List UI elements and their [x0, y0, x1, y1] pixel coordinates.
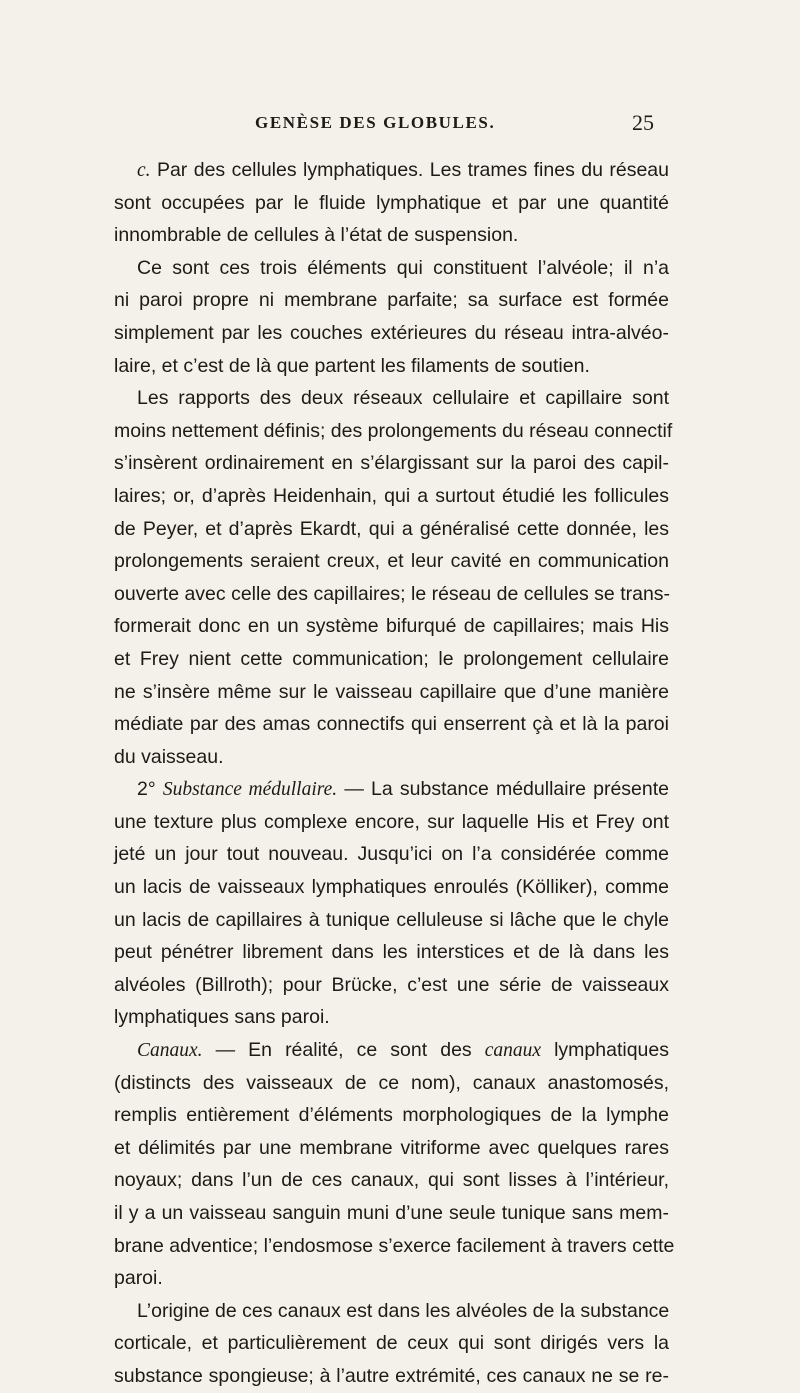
text-run: alvéoles (Billroth); pour Brücke, c’est une série de vaisseaux: [114, 973, 669, 996]
text-run: paroi.: [114, 1267, 163, 1290]
text-line: [114, 350, 669, 383]
text-line: [114, 187, 669, 220]
text-run: simplement par les couches extérieures du réseau intra-alvéo-: [114, 321, 669, 344]
text-run: s’insèrent ordinairement en s’élargissant sur la paroi des capil-: [114, 452, 669, 475]
text-line: [114, 1001, 669, 1034]
text-run: médiate par des amas connectifs qui enserrent çà et là la paroi: [114, 713, 669, 736]
text-line: [114, 317, 669, 350]
text-run: un lacis de vaisseaux lymphatiques enroulés (Kölliker), comme: [114, 876, 669, 899]
text-run: substance spongieuse; à l’autre extrémité, ces canaux ne se re-: [114, 1364, 669, 1387]
text-line: [114, 676, 669, 709]
text-line: [114, 936, 669, 969]
text-run: Substance médullaire.: [162, 779, 338, 801]
text-run: laires; or, d’après Heidenhain, qui a surtout étudié les follicules: [114, 484, 669, 507]
text-run: Ce sont ces trois éléments qui constituent l’alvéole; il n’a: [137, 256, 669, 279]
text-line: [114, 545, 669, 578]
text-line: [114, 1099, 669, 1132]
text-line: [114, 1230, 675, 1263]
text-run: c.: [137, 160, 151, 181]
text-line: [114, 610, 669, 643]
text-line: [114, 154, 669, 187]
text-line: [114, 871, 669, 904]
running-title: GENÈSE DES GLOBULES.: [255, 113, 496, 132]
text-line: [114, 741, 669, 774]
text-line: [114, 806, 669, 839]
text-line: [114, 578, 669, 611]
text-line: [114, 447, 669, 480]
text-line: [114, 513, 669, 546]
text-run: et Frey nient cette communication; le prolongement cellulaire: [114, 647, 669, 670]
text-line: [114, 1034, 669, 1067]
text-run: canaux: [484, 1040, 542, 1062]
text-line: [114, 1197, 669, 1230]
text-line: [114, 1327, 669, 1360]
text-run: L’origine de ces canaux est dans les alvéoles de la substance: [137, 1299, 670, 1322]
text-run: une texture plus complexe encore, sur laquelle His et Frey ont: [114, 810, 669, 833]
text-run: — La substance médullaire présente: [337, 778, 669, 801]
text-run: laire, et c’est de là que partent les filaments de soutien.: [114, 354, 590, 377]
text-line: [114, 1262, 669, 1295]
text-run: de Peyer, et d’après Ekardt, qui a généralisé cette donnée, les: [114, 517, 669, 540]
text-line: [114, 252, 669, 285]
text-run: innombrable de cellules à l’état de suspension.: [114, 224, 519, 247]
text-line: [114, 219, 669, 252]
body-text: [114, 154, 675, 1393]
page-header: [0, 110, 800, 143]
text-run: Par des cellules lymphatiques. Les trames fines du réseau: [150, 159, 669, 181]
text-line: [114, 969, 669, 1002]
text-run: Canaux.: [137, 1040, 203, 1062]
page-number: 25: [632, 110, 654, 135]
text-line: [114, 904, 669, 937]
text-line: [114, 382, 669, 415]
text-line: [114, 838, 669, 871]
text-line: [114, 1132, 669, 1165]
text-run: peut pénétrer librement dans les interstices et de là dans les: [114, 941, 669, 964]
text-run: brane adventice; l’endosmose s’exerce facilement à travers cette: [114, 1234, 675, 1257]
text-run: lymphatiques: [541, 1039, 669, 1062]
text-run: 2°: [137, 778, 163, 801]
text-run: noyaux; dans l’un de ces canaux, qui sont lisses à l’intérieur,: [114, 1169, 669, 1192]
text-line: [114, 1360, 669, 1393]
text-line: [114, 1067, 669, 1100]
text-run: moins nettement définis; des prolongements du réseau connectif: [114, 419, 673, 442]
text-line: [114, 1295, 669, 1328]
text-run: un lacis de capillaires à tunique celluleuse si lâche que le chyle: [114, 908, 669, 931]
text-run: — En réalité, ce sont des: [202, 1039, 485, 1062]
text-line: [114, 773, 669, 806]
text-run: (distincts des vaisseaux de ce nom), canaux anastomosés,: [114, 1071, 669, 1094]
text-line: [114, 1164, 669, 1197]
text-line: [114, 415, 673, 448]
text-run: formerait donc en un système bifurqué de capillaires; mais His: [114, 615, 669, 638]
text-run: et délimités par une membrane vitriforme avec quelques rares: [114, 1136, 669, 1159]
text-run: sont occupées par le fluide lymphatique et par une quantité: [114, 191, 669, 214]
text-run: Les rapports des deux réseaux cellulaire et capillaire sont: [137, 387, 669, 410]
text-run: ouverte avec celle des capillaires; le réseau de cellules se trans-: [114, 582, 671, 605]
text-run: ni paroi propre ni membrane parfaite; sa surface est formée: [114, 289, 669, 312]
text-run: prolongements seraient creux, et leur cavité en communication: [114, 550, 669, 573]
text-line: [114, 284, 669, 317]
text-run: jeté un jour tout nouveau. Jusqu’ici on l’a considérée comme: [114, 843, 669, 866]
text-run: corticale, et particulièrement de ceux qui sont dirigés vers la: [114, 1332, 669, 1355]
text-run: remplis entièrement d’éléments morphologiques de la lymphe: [114, 1104, 669, 1127]
text-run: ne s’insère même sur le vaisseau capillaire que d’une manière: [114, 680, 669, 703]
text-line: [114, 480, 669, 513]
text-run: il y a un vaisseau sanguin muni d’une seule tunique sans mem-: [114, 1202, 669, 1224]
text-line: [114, 643, 669, 676]
text-run: lymphatiques sans paroi.: [114, 1006, 330, 1029]
text-line: [114, 708, 669, 741]
text-run: du vaisseau.: [114, 745, 224, 768]
